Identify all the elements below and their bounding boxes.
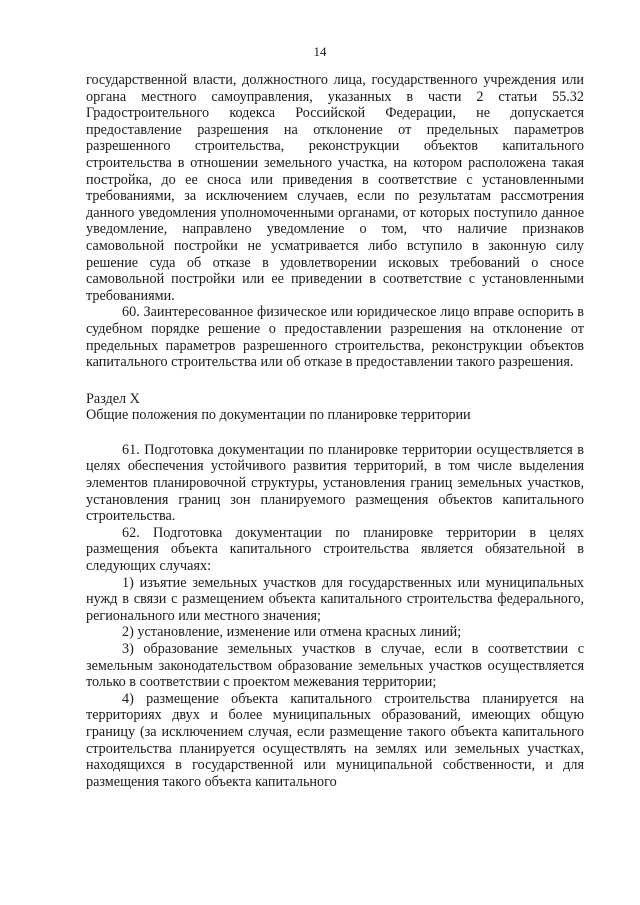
paragraph-61: 61. Подготовка документации по планировке территории осуществляется в целях обеспечения устойчивого развития территорий, в том числе выделения элементов планировочной структуры, установления границ земельных участков, установления границ зон планируемого размещения объектов капитального строительства. [86, 441, 584, 525]
paragraph-continued: государственной власти, должностного лица, государственного учреждения или органа местного самоуправления, указанных в части 2 статьи 55.32 Градостроительного кодекса Российской Федерации, не допускается предоставление разрешения на отклонение от предельных параметров разрешенного строительства, реконструкции объектов капитального строительства в отношении земельного участка, на котором расположена такая постройка, до ее сноса или приведения в соответствие с установленными требованиями, за исключением случаев, если по результатам рассмотрения данного уведомления уполномоченными органами, от которых поступило данное уведомление, направлено уведомление о том, что наличие признаков самовольной постройки не усматривается либо вступило в законную силу решение суда об отказе в удовлетворении исковых требований о сносе самовольной постройки или ее приведении в соответствие с установленными требованиями. [86, 72, 584, 304]
list-item-62-1: 1) изъятие земельных участков для государственных или муниципальных нужд в связи с размещением объекта капитального строительства федерального, регионального или местного значения; [86, 574, 584, 624]
paragraph-60: 60. Заинтересованное физическое или юридическое лицо вправе оспорить в судебном порядке решение о предоставлении разрешения на отклонение от предельных параметров разрешенного строительства, реконструкции объектов капитального строительства или об отказе в предоставлении такого разрешения. [86, 304, 584, 371]
page-number: 14 [313, 44, 327, 59]
document-body [86, 72, 584, 790]
list-item-62-2: 2) установление, изменение или отмена красных линий; [122, 624, 462, 641]
list-item-62-3: 3) образование земельных участков в случае, если в соответствии с земельным законодательством образование земельных участков осуществляется только в соответствии с проектом межевания территории; [86, 641, 584, 691]
section-title: Общие положения по документации по планировке территории [86, 407, 471, 424]
section-number: Раздел X [86, 390, 140, 407]
list-item-62-4: 4) размещение объекта капитального строительства планируется на территориях двух и более муниципальных образований, имеющих общую границу (за исключением случая, если размещение такого объекта капитального строительства планируется осуществлять на землях или земельных участках, находящихся в государственной или муниципальной собственности, и для размещения такого объекта капитального [86, 690, 584, 790]
paragraph-62: 62. Подготовка документации по планировке территории в целях размещения объекта капитального строительства является обязательной в следующих случаях: [86, 524, 584, 575]
